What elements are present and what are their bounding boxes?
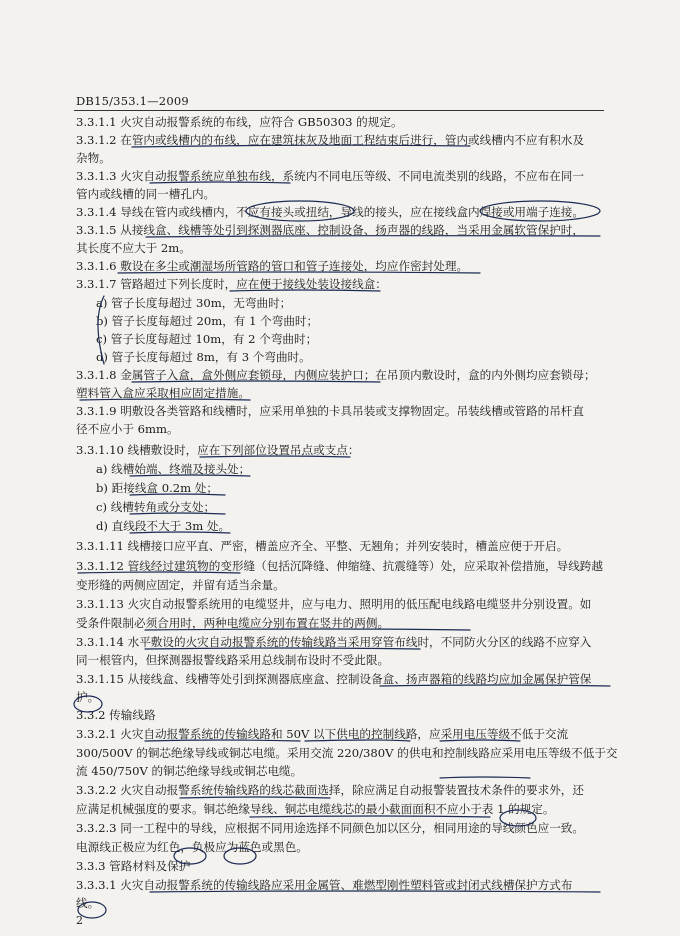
text-line: 3.3.1.4 导线在管内或线槽内，不应有接头或扭结，导线的接头，应在接线盒内焊接或用端子连接。 [76,205,584,219]
text-line: 变形缝的两侧应固定，并留有适当余量。 [76,578,285,592]
section-heading: 3.3.3 管路材料及保护 [76,859,191,873]
text-line: 3.3.3.1 火灾自动报警系统的传输线路应采用金属管、难燃型刚性塑料管或封闭式线槽保护方式布 [76,878,573,892]
list-item: a) 管子长度每超过 30m，无弯曲时； [96,296,292,310]
text-line: 流 450/750V 的铜芯绝缘导线或铜芯电缆。 [76,764,303,778]
page-number: 2 [76,914,83,927]
text-line: 受条件限制必须合用时，两种电缆应分别布置在竖井的两侧。 [76,616,390,630]
list-item: a) 线槽始端、终端及接头处； [96,462,251,476]
text-line: 300/500V 的铜芯绝缘导线或铜芯电缆。采用交流 220/380V 的供电和控制线路应采用电压等级不低于交 [76,746,618,760]
document-id: DB15/353.1—2009 [76,94,189,108]
text-line: 电源线正极应为红色，负极应为蓝色或黑色。 [76,840,308,854]
text-line: 3.3.1.6 敷设在多尘或潮湿场所管路的管口和管子连接处，均应作密封处理。 [76,259,469,273]
list-item: b) 距接线盒 0.2m 处； [96,481,218,495]
text-line: 3.3.2.2 火灾自动报警系统传输线路的线芯截面选择，除应满足自动报警装置技术条件的要求外，还 [76,783,584,797]
text-line: 3.3.1.9 明敷设各类管路和线槽时，应采用单独的卡具吊装或支撑物固定。吊装线槽或管路的吊杆直 [76,404,584,418]
text-line: 应满足机械强度的要求。铜芯绝缘导线、铜芯电缆线芯的最小截面面积不应小于表 1 的规定。 [76,802,555,816]
text-line: 3.3.1.5 从接线盒、线槽等处引到探测器底座、控制设备、扬声器的线路，当采用金属软管保护时， [76,223,584,237]
text-line: 3.3.1.15 从接线盒、线槽等处引到探测器底座盒、控制设备盒、扬声器箱的线路均应加金属保护管保 [76,672,592,686]
text-line: 线。 [76,896,100,910]
text-line: 3.3.1.14 水平敷设的火灾自动报警系统的传输线路当采用穿管布线时，不同防火分区的线路不应穿入 [76,635,592,649]
text-line: 3.3.2.3 同一工程中的导线，应根据不同用途选择不同颜色加以区分，相同用途的导线颜色应一致。 [76,821,584,835]
text-line: 护。 [76,690,100,704]
text-line: 3.3.1.10 线槽敷设时，应在下列部位设置吊点或支点： [76,443,360,457]
text-line: 3.3.1.2 在管内或线槽内的布线，应在建筑抹灰及地面工程结束后进行，管内或线槽内不应有积水及 [76,133,584,147]
text-line: 塑料管入盒应采取相应固定措施。 [76,386,250,400]
text-line: 其长度不应大于 2m。 [76,241,191,255]
text-line: 3.3.1.11 线槽接口应平直、严密，槽盖应齐全、平整、无翘角；并列安装时，槽盖应便于开启。 [76,539,569,553]
text-line: 3.3.1.12 管线经过建筑物的变形缝（包括沉降缝、伸缩缝、抗震缝等）处，应采取补偿措施，导线跨越 [76,559,603,573]
section-heading: 3.3.2 传输线路 [76,708,156,722]
text-line: 3.3.1.7 管路超过下列长度时，应在便于接线处装设接线盒： [76,277,387,291]
text-line: 同一根管内，但探测器报警线路采用总线制布设时不受此限。 [76,653,390,667]
list-item: d) 直线段不大于 3m 处。 [96,519,231,533]
text-line: 3.3.2.1 火灾自动报警系统的传输线路和 50V 以下供电的控制线路，应采用电压等级不低于交流 [76,727,569,741]
header-rule [74,110,604,111]
text-line: 径不应小于 6mm。 [76,422,179,436]
list-item: d) 管子长度每超过 8m，有 3 个弯曲时。 [96,350,311,364]
list-item: c) 线槽转角或分支处； [96,500,216,514]
text-line: 管内或线槽的同一槽孔内。 [76,187,216,201]
text-line: 3.3.1.3 火灾自动报警系统应单独布线，系统内不同电压等级、不同电流类别的线路，不应布在同一 [76,169,584,183]
text-line: 杂物。 [76,151,111,165]
text-line: 3.3.1.8 金属管子入盒，盒外侧应套锁母，内侧应装护口；在吊顶内敷设时，盒的内外侧均应套锁母； [76,368,596,382]
list-item: b) 管子长度每超过 20m，有 1 个弯曲时； [96,314,319,328]
text-line: 3.3.1.13 火灾自动报警系统用的电缆竖井，应与电力、照明用的低压配电线路电缆竖井分别设置。如 [76,597,592,611]
text-line: 3.3.1.1 火灾自动报警系统的布线，应符合 GB50303 的规定。 [76,115,403,129]
list-item: c) 管子长度每超过 10m，有 2 个弯曲时； [96,332,318,346]
